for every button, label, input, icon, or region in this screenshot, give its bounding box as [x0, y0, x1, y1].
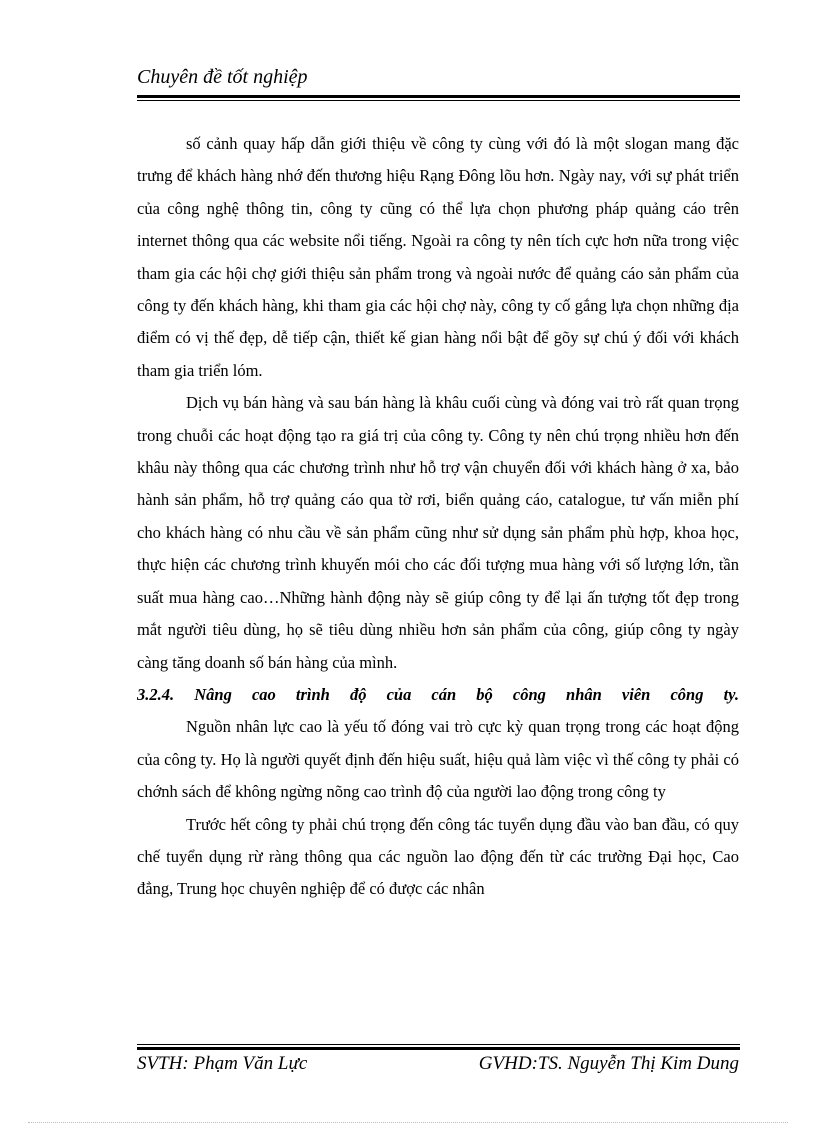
- paragraph: Nguồn nhân lực cao là yếu tố đóng vai trò cực kỳ quan trọng trong các hoạt động của công ty. Họ là người quyết định đến hiệu suất, hiệu quả làm việc vì thế công ty phải có chớnh sách để không ngừng nõng cao trình độ của người lao động trong công ty: [137, 717, 739, 802]
- footer-student: SVTH: Phạm Văn Lực: [137, 1053, 308, 1074]
- footer-advisor: GVHD:TS. Nguyễn Thị Kim Dung: [478, 1053, 739, 1074]
- paragraph: số cảnh quay hấp dẫn giới thiệu về công ty cùng với đó là một slogan mang đặc trưng để khách hàng nhớ đến thương hiệu Rạng Đông lõu hơn. Ngày nay, với sự phát triển của công nghệ thông tin, công ty cũng có thể lựa chọn phương pháp quảng cáo trên internet thông qua các website nổi tiếng. Ngoài ra công ty nên tích cực hơn nữa trong việc tham gia các hội chợ giới thiệu sản phẩm trong và ngoài nước để quảng cáo sản phẩm của công ty đến khách hàng, khi tham gia các hội chợ này, công ty cố gắng lựa chọn những địa điểm có vị thế đẹp, dễ tiếp cận, thiết kế gian hàng nổi bật để gõy sự chú ý đối với khách tham gia triển lóm.: [137, 134, 739, 380]
- footer-rule-thick: [137, 1047, 740, 1050]
- section-heading: 3.2.4. Nâng cao trình độ của cán bộ công nhân viên công ty.: [137, 684, 739, 704]
- page-body: [137, 128, 739, 906]
- paragraph: Trước hết công ty phải chú trọng đến công tác tuyển dụng đầu vào ban đầu, có quy chế tuyển dụng rừ ràng thông qua các nguồn lao động đến từ các trường Đại học, Cao đẳng, Trung học chuyên nghiệp để có được các nhân: [137, 814, 739, 899]
- header-rule-thick: [137, 95, 740, 98]
- footer-rule-thin: [137, 1044, 740, 1045]
- document-title: Chuyên đề tốt nghiệp: [137, 66, 308, 88]
- paragraph: Dịch vụ bán hàng và sau bán hàng là khâu cuối cùng và đóng vai trò rất quan trọng trong chuỗi các hoạt động tạo ra giá trị của công ty. Công ty nên chú trọng nhiều hơn đến khâu này thông qua các chương trình như hỗ trợ vận chuyển đối với khách hàng ở xa, bảo hành sản phẩm, hỗ trợ quảng cáo qua tờ rơi, biển quảng cáo, catalogue, tư vấn miễn phí cho khách hàng có nhu cầu về sản phẩm cũng như sử dụng sản phẩm phù hợp, khoa học, thực hiện các chương trình khuyến mói cho các đối tượng mua hàng với số lượng lớn, tần suất mua hàng cao…Những hành động này sẽ giúp công ty để lại ấn tượng tốt đẹp trong mắt người tiêu dùng, họ sẽ tiêu dùng nhiều hơn sản phẩm của công, giúp công ty ngày càng tăng doanh số bán hàng của mình.: [137, 393, 739, 672]
- header-rule-thin: [137, 100, 740, 101]
